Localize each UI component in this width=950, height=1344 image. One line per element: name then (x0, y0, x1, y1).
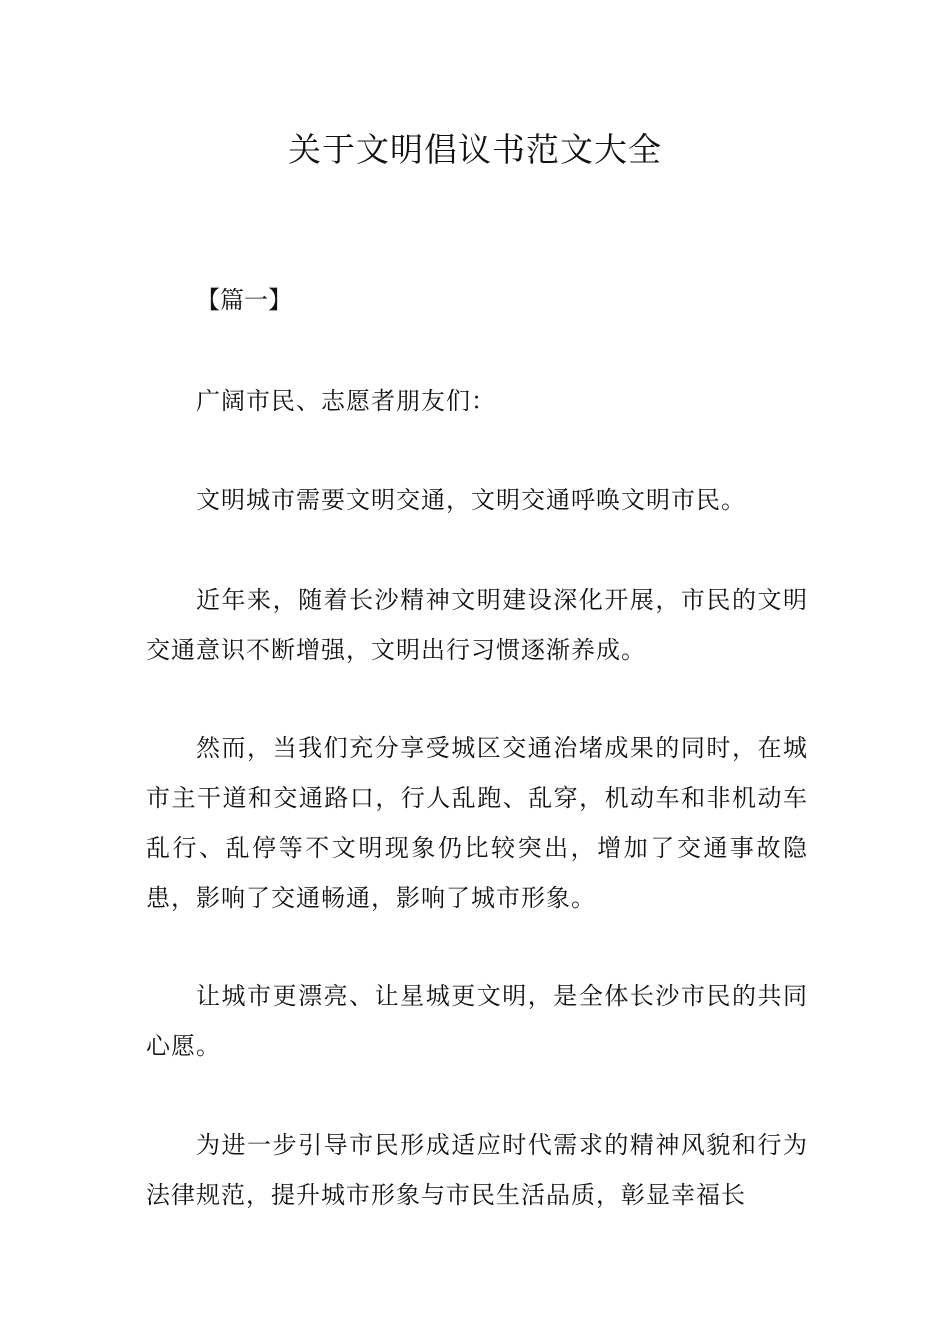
paragraph: 为进一步引导市民形成适应时代需求的精神风貌和行为法律规范，提升城市形象与市民生活品质，彰显幸福长 (146, 1131, 808, 1209)
section-label: 【篇一】 (196, 286, 292, 314)
paragraph: 近年来，随着长沙精神文明建设深化开展，市民的文明交通意识不断增强，文明出行习惯逐渐养成。 (146, 586, 808, 664)
paragraph: 文明城市需要文明交通，文明交通呼唤文明市民。 (196, 486, 746, 514)
paragraph: 然而，当我们充分享受城区交通治堵成果的同时，在城市主干道和交通路口，行人乱跑、乱穿，机动车和非机动车乱行、乱停等不文明现象仍比较突出，增加了交通事故隐患，影响了交通畅通，影响了城市形象。 (146, 734, 808, 912)
paragraph: 让城市更漂亮、让星城更文明，是全体长沙市民的共同心愿。 (146, 982, 808, 1060)
paragraph-salutation: 广阔市民、志愿者朋友们： (196, 387, 496, 415)
document-title: 关于文明倡议书范文大全 (288, 130, 662, 169)
